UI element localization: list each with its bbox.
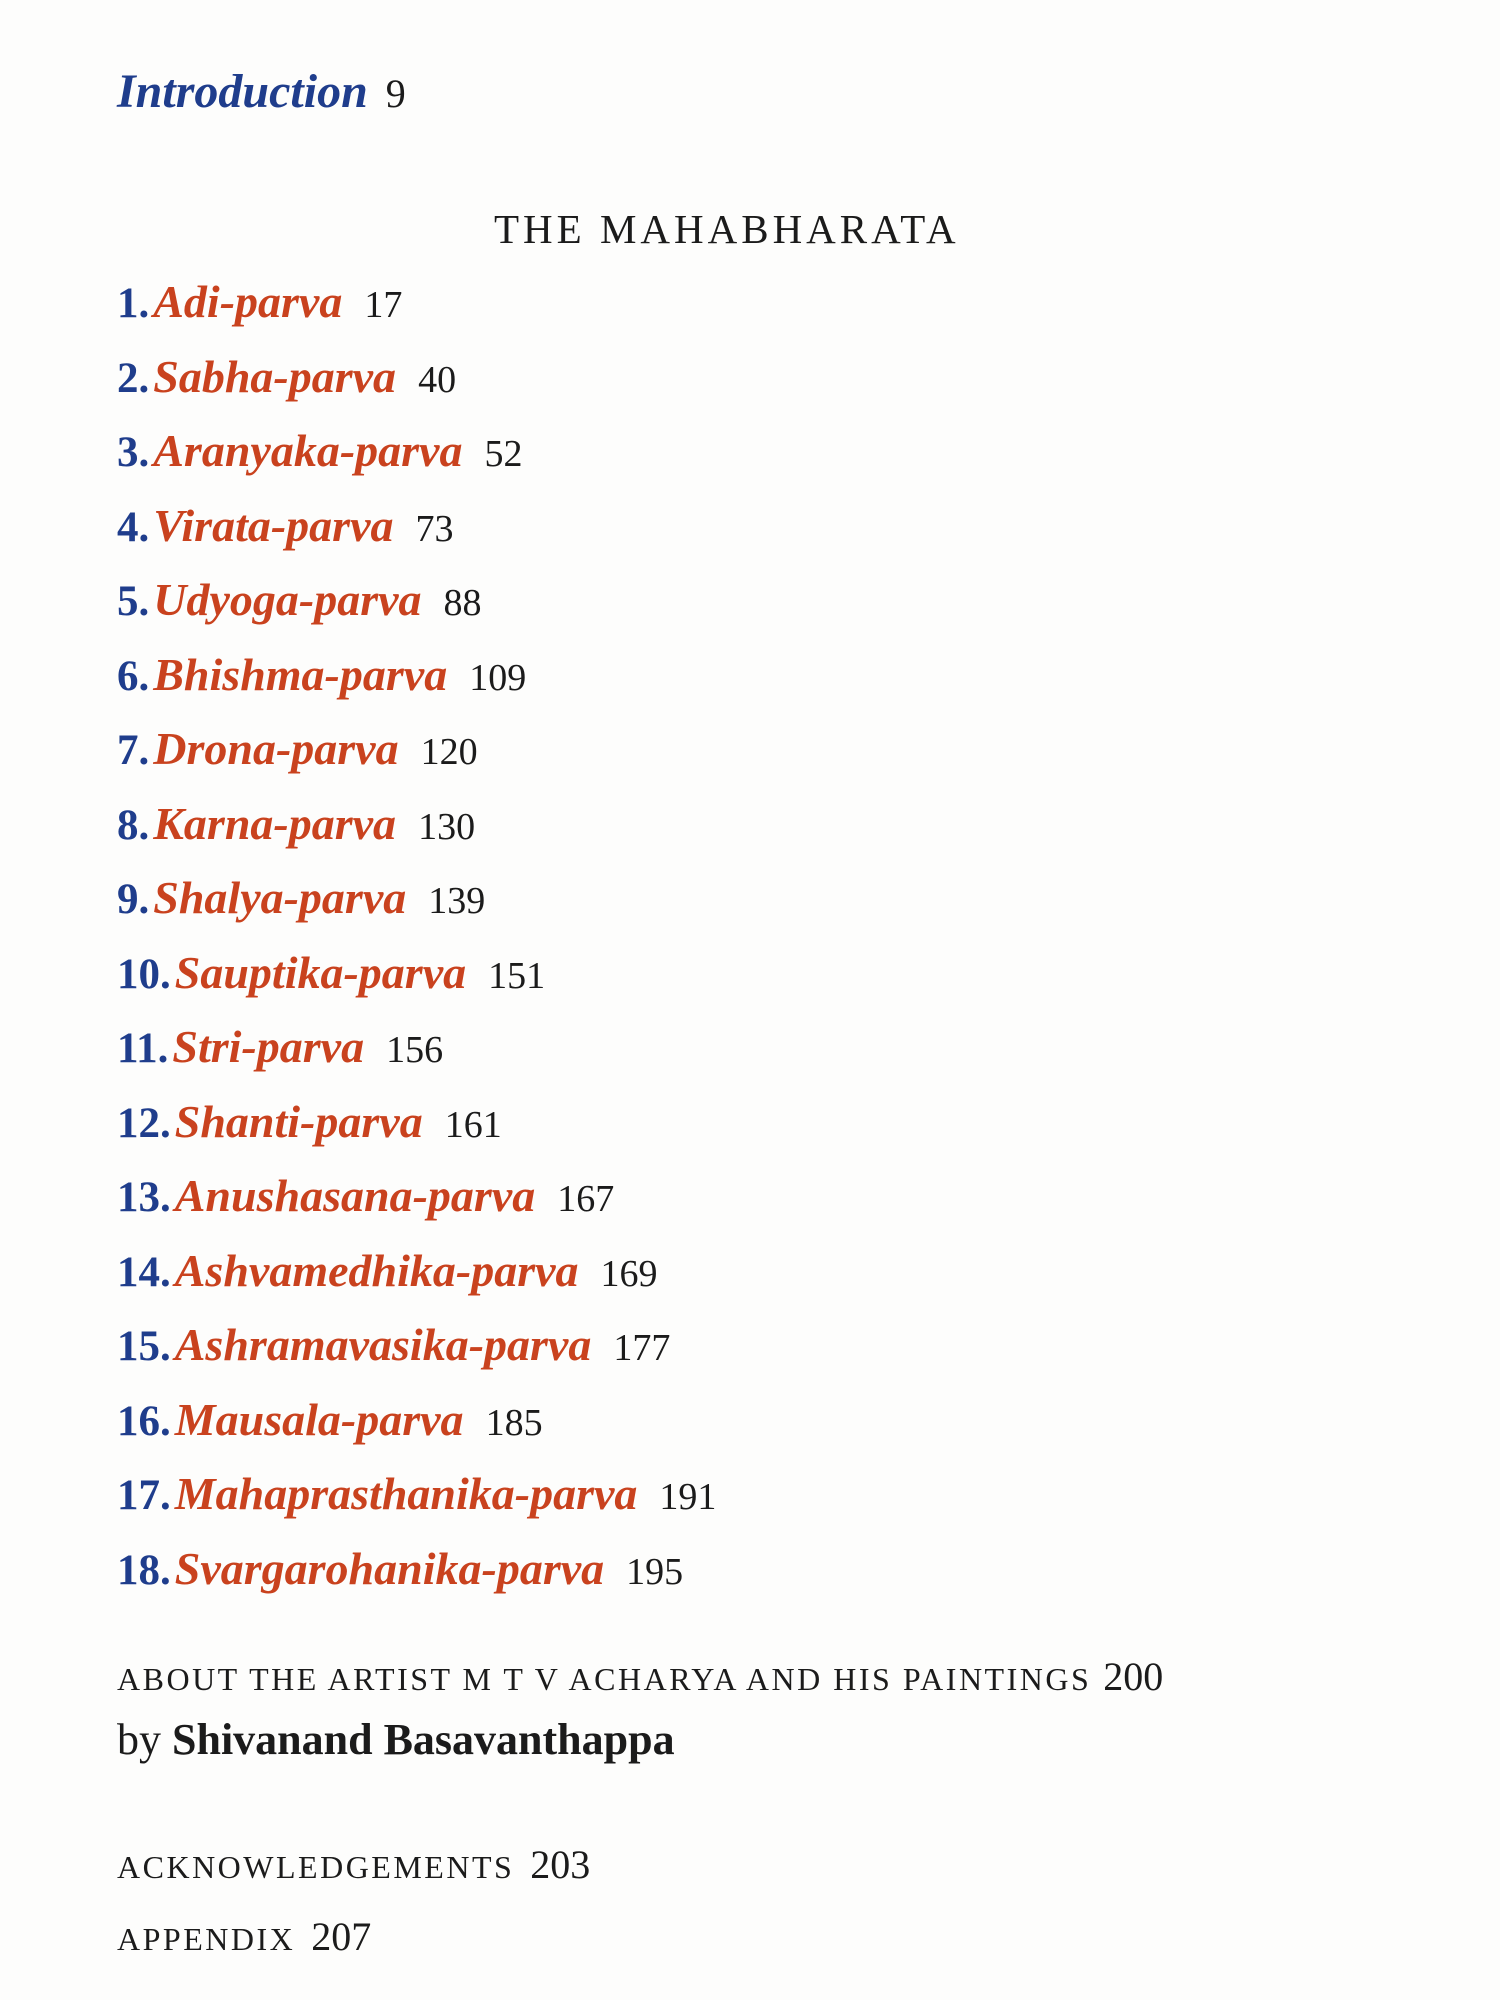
- parva-entry: [117, 1532, 716, 1607]
- parva-entry: [117, 712, 716, 787]
- about-artist-byline: [117, 1712, 675, 1768]
- about-artist-entry: [117, 1652, 1163, 1704]
- acknowledgements-entry: [117, 1840, 590, 1892]
- parva-entry: [117, 1234, 716, 1309]
- parva-title: Stri-parva: [172, 1021, 365, 1072]
- section-heading: THE MAHABHARATA: [494, 206, 960, 252]
- parva-entry: [117, 638, 716, 713]
- parva-number: 11.: [117, 1025, 169, 1072]
- parva-number: 8.: [117, 801, 150, 849]
- parva-entry: [117, 340, 716, 415]
- parva-title: Shalya-parva: [153, 872, 407, 923]
- introduction-entry: [117, 62, 406, 124]
- parva-number: 10.: [117, 950, 171, 998]
- parva-title: Udyoga-parva: [153, 574, 422, 625]
- appendix-entry: [117, 1912, 371, 1964]
- introduction-title: Introduction: [117, 65, 368, 118]
- parva-title: Karna-parva: [153, 797, 397, 849]
- parva-title: Mahaprasthanika-parva: [174, 1468, 638, 1519]
- acknowledgements-title: ACKNOWLEDGEMENTS: [117, 1849, 515, 1885]
- about-artist-title: ABOUT THE ARTIST M T V ACHARYA AND HIS PAINTINGS: [117, 1661, 1092, 1697]
- parva-title: Sauptika-parva: [174, 946, 467, 998]
- parva-page-number: 109: [469, 656, 527, 699]
- parva-title: Drona-parva: [153, 723, 399, 774]
- parva-entry: [117, 1159, 716, 1234]
- parva-entry: [117, 1010, 716, 1085]
- parva-title: Svargarohanika-parva: [174, 1542, 605, 1594]
- parva-page-number: 151: [488, 954, 546, 997]
- parva-entry: [117, 414, 716, 489]
- parva-number: 1.: [117, 280, 150, 327]
- parva-title: Virata-parva: [153, 499, 394, 551]
- parva-title: Adi-parva: [153, 276, 343, 327]
- parva-title: Bhishma-parva: [153, 648, 448, 700]
- parva-entry: [117, 1383, 716, 1458]
- parva-entry: [117, 1457, 716, 1532]
- parva-number: 12.: [117, 1099, 171, 1147]
- parva-page-number: 161: [444, 1103, 502, 1146]
- parva-list: [117, 265, 716, 1606]
- about-artist-page-number: 200: [1103, 1654, 1164, 1699]
- appendix-title: APPENDIX: [117, 1921, 296, 1957]
- parva-title: Shanti-parva: [174, 1095, 423, 1147]
- parva-page-number: 195: [626, 1550, 684, 1593]
- parva-number: 5.: [117, 578, 150, 625]
- parva-entry: [117, 936, 716, 1011]
- parva-page-number: 17: [364, 284, 403, 326]
- byline-author: Shivanand Basavanthappa: [172, 1715, 675, 1764]
- parva-number: 4.: [117, 503, 150, 551]
- parva-page-number: 52: [484, 433, 523, 475]
- parva-page-number: 139: [428, 880, 486, 922]
- parva-number: 9.: [117, 876, 150, 923]
- byline-prefix: by: [117, 1715, 161, 1764]
- parva-number: 14.: [117, 1248, 171, 1296]
- introduction-page-number: 9: [385, 71, 406, 116]
- parva-title: Ashvamedhika-parva: [174, 1244, 579, 1296]
- parva-number: 3.: [117, 429, 150, 476]
- parva-entry: [117, 787, 716, 862]
- parva-page-number: 191: [659, 1476, 717, 1518]
- parva-page-number: 185: [485, 1401, 543, 1444]
- parva-page-number: 120: [420, 731, 478, 773]
- parva-number: 15.: [117, 1323, 171, 1370]
- parva-page-number: 156: [386, 1029, 444, 1071]
- parva-number: 13.: [117, 1174, 171, 1221]
- parva-number: 7.: [117, 727, 150, 774]
- parva-entry: [117, 563, 716, 638]
- parva-entry: [117, 489, 716, 564]
- parva-page-number: 88: [443, 582, 482, 624]
- appendix-page-number: 207: [311, 1914, 372, 1959]
- parva-number: 2.: [117, 354, 150, 402]
- parva-page-number: 73: [415, 507, 454, 550]
- parva-title: Mausala-parva: [174, 1393, 464, 1445]
- parva-number: 16.: [117, 1397, 171, 1445]
- parva-number: 6.: [117, 652, 150, 700]
- parva-entry: [117, 1085, 716, 1160]
- parva-page-number: 177: [613, 1327, 671, 1369]
- parva-number: 18.: [117, 1546, 171, 1594]
- parva-title: Ashramavasika-parva: [174, 1319, 592, 1370]
- parva-title: Anushasana-parva: [174, 1170, 536, 1221]
- parva-title: Sabha-parva: [153, 350, 397, 402]
- parva-page-number: 40: [418, 358, 457, 401]
- parva-page-number: 169: [600, 1252, 658, 1295]
- parva-page-number: 167: [557, 1178, 615, 1220]
- parva-page-number: 130: [418, 805, 476, 848]
- parva-number: 17.: [117, 1472, 171, 1519]
- parva-entry: [117, 861, 716, 936]
- acknowledgements-page-number: 203: [530, 1842, 591, 1887]
- parva-entry: [117, 1308, 716, 1383]
- parva-title: Aranyaka-parva: [153, 425, 463, 476]
- parva-entry: [117, 265, 716, 340]
